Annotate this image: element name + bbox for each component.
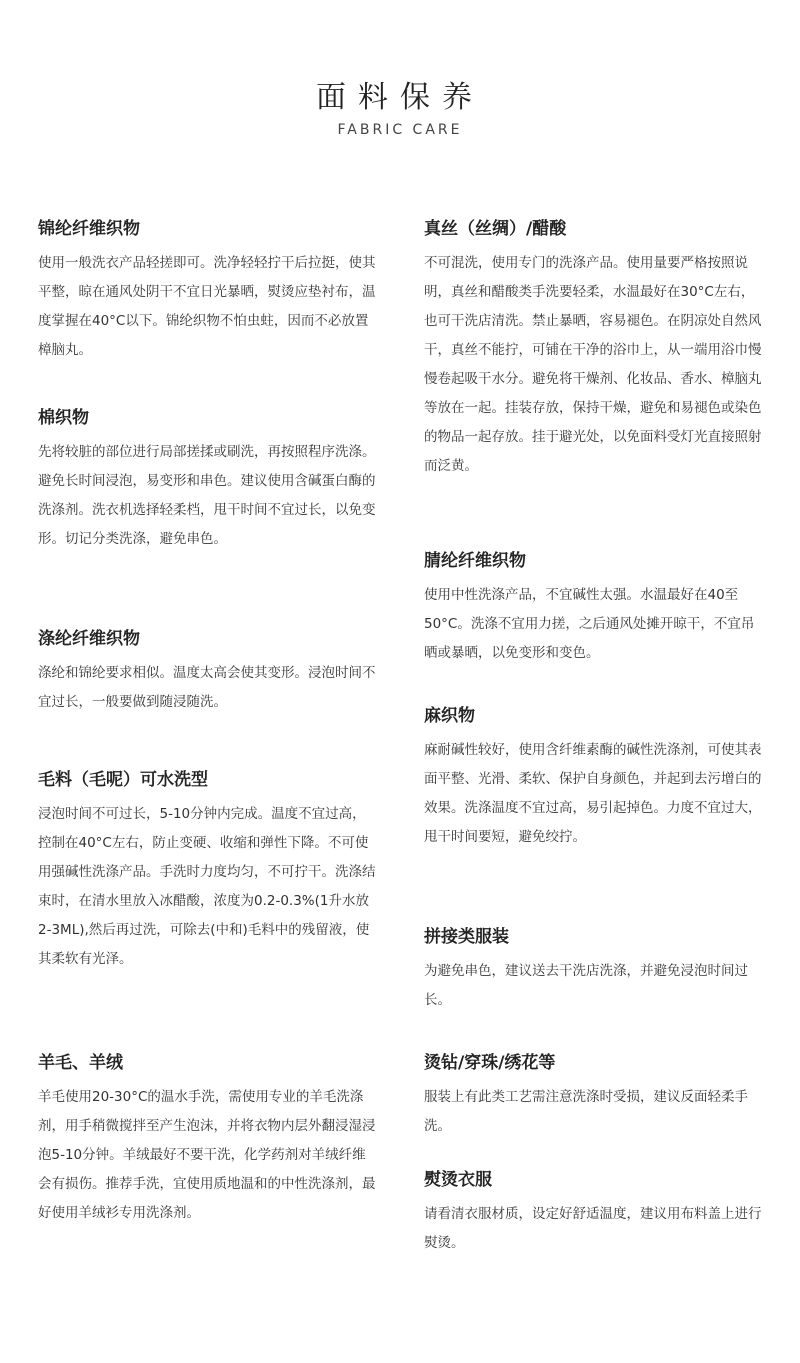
section-polyester — [38, 624, 378, 717]
section-patchwork — [424, 922, 764, 1015]
section-body: 使用中性洗涤产品，不宜碱性太强。水温最好在40至50°C。洗涤不宜用力搓，之后通风处摊开晾干，不宜吊晒或暴晒，以免变形和变色。 — [424, 587, 755, 661]
section-wool-cashmere — [38, 1048, 378, 1228]
section-title: 麻织物 — [424, 706, 475, 726]
section-title: 烫钻/穿珠/绣花等 — [424, 1053, 556, 1073]
section-title: 涤纶纤维织物 — [38, 629, 140, 649]
section-title: 真丝（丝绸）/醋酸 — [424, 219, 567, 239]
section-body: 浸泡时间不可过长，5-10分钟内完成。温度不宜过高，控制在40°C左右，防止变硬、收缩和弹性下降。不可使用强碱性洗涤产品。手洗时力度均匀，不可拧干。洗涤结束时，在清水里放入冰醋酸，浓度为0.2-0.3%(1升水放2-3ML),然后再过洗，可除去(中和)毛料中的残留液，使其柔软有光泽。 — [38, 806, 376, 967]
section-body: 羊毛使用20-30°C的温水手洗，需使用专业的羊毛洗涤剂，用手稍微搅拌至产生泡沫，并将衣物内层外翻浸湿浸泡5-10分钟。羊绒最好不要干洗，化学药剂对羊绒纤维会有损伤。推荐手洗，宜使用质地温和的中性洗涤剂，最好使用羊绒衫专用洗涤剂。 — [38, 1089, 376, 1221]
section-acrylic — [424, 546, 764, 668]
section-ironing — [424, 1165, 764, 1258]
page-title: 面料保养 — [316, 80, 484, 115]
section-embellished — [424, 1048, 764, 1141]
section-title: 锦纶纤维织物 — [38, 219, 140, 239]
section-title: 熨烫衣服 — [424, 1170, 492, 1190]
section-title: 拼接类服装 — [424, 927, 509, 947]
section-body: 涤纶和锦纶要求相似。温度太高会使其变形。浸泡时间不宜过长，一般要做到随浸随洗。 — [38, 665, 376, 710]
section-title: 腈纶纤维织物 — [424, 551, 526, 571]
section-title: 毛料（毛呢）可水洗型 — [38, 770, 208, 790]
section-silk-acetate — [424, 214, 764, 481]
section-title: 羊毛、羊绒 — [38, 1053, 123, 1073]
section-body: 先将较脏的部位进行局部搓揉或刷洗，再按照程序洗涤。避免长时间浸泡，易变形和串色。建议使用含碱蛋白酶的洗涤剂。洗衣机选择轻柔档，甩干时间不宜过长，以免变形。切记分类洗涤，避免串色。 — [38, 444, 376, 547]
section-cotton — [38, 403, 378, 554]
section-body: 请看清衣服材质，设定好舒适温度，建议用布料盖上进行熨烫。 — [424, 1206, 762, 1251]
section-body: 使用一般洗衣产品轻搓即可。洗净轻轻拧干后拉挺，使其平整，晾在通风处阴干不宜日光暴晒，熨烫应垫衬布，温度掌握在40°C以下。锦纶织物不怕虫蛀，因而不必放置樟脑丸。 — [38, 255, 376, 358]
section-body: 为避免串色，建议送去干洗店洗涤，并避免浸泡时间过长。 — [424, 963, 748, 1008]
section-body: 麻耐碱性较好，使用含纤维素酶的碱性洗涤剂，可使其表面平整、光滑、柔软、保护自身颜色，并起到去污增白的效果。洗涤温度不宜过高，易引起掉色。力度不宜过大，甩干时间要短，避免绞拧。 — [424, 742, 762, 845]
section-nylon — [38, 214, 378, 365]
section-title: 棉织物 — [38, 408, 89, 428]
section-body: 不可混洗，使用专门的洗涤产品。使用量要严格按照说明，真丝和醋酸类手洗要轻柔，水温最好在30°C左右，也可干洗店清洗。禁止暴晒，容易褪色。在阴凉处自然风干，真丝不能拧，可铺在干净的浴巾上，从一端用浴巾慢慢卷起吸干水分。避免将干燥剂、化妆品、香水、樟脑丸等放在一起。挂装存放，保持干燥，避免和易褪色或染色的物品一起存放。挂于避光处，以免面料受灯光直接照射而泛黄。 — [424, 255, 762, 474]
page-subtitle: FABRIC CARE — [337, 122, 463, 138]
section-body: 服装上有此类工艺需注意洗涤时受损，建议反面轻柔手洗。 — [424, 1089, 748, 1134]
section-linen — [424, 701, 764, 852]
section-wool-washable — [38, 765, 378, 974]
